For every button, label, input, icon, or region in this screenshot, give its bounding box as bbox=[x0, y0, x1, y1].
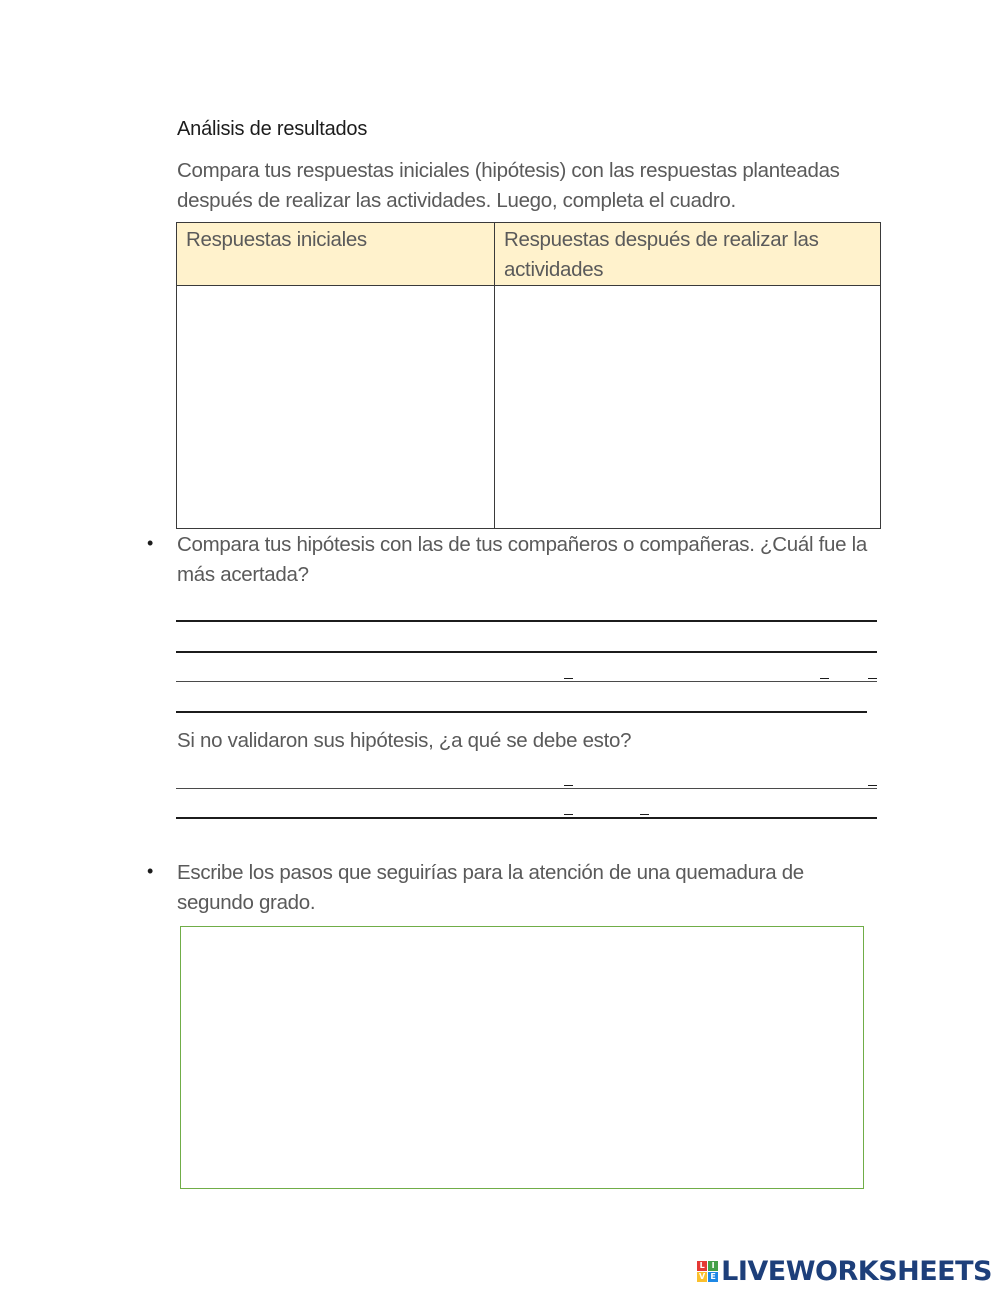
section-title: Análisis de resultados bbox=[177, 118, 368, 140]
answer-line-1[interactable] bbox=[176, 620, 877, 622]
answer-line-3[interactable] bbox=[176, 681, 877, 682]
underscore-mark bbox=[868, 785, 877, 786]
underscore-mark bbox=[564, 678, 573, 679]
logo-text: LIVEWORKSHEETS bbox=[721, 1255, 992, 1287]
table-cell-initial-answer[interactable] bbox=[177, 286, 495, 529]
question3-text: Escribe los pasos que seguirías para la atención de una quemadura de segundo grado. bbox=[177, 861, 804, 914]
answer-line-5[interactable] bbox=[176, 788, 877, 789]
bullet-question3: • bbox=[147, 861, 154, 881]
underscore-mark bbox=[868, 678, 877, 679]
table-header-after: Respuestas después de realizar las actividades bbox=[495, 223, 881, 286]
comparison-table bbox=[176, 222, 881, 529]
question1-text: Compara tus hipótesis con las de tus compañeros o compañeras. ¿Cuál fue la más acertada? bbox=[177, 533, 867, 586]
answer-line-4[interactable] bbox=[176, 711, 867, 713]
table-cell-after-answer[interactable] bbox=[495, 286, 881, 529]
underscore-mark bbox=[564, 814, 573, 815]
liveworksheets-logo bbox=[697, 1253, 992, 1289]
logo-blocks-icon: L I V E bbox=[697, 1261, 718, 1282]
underscore-mark bbox=[820, 678, 829, 679]
table-header-initial: Respuestas iniciales bbox=[177, 223, 495, 286]
answer-line-2[interactable] bbox=[176, 651, 877, 653]
burn-steps-answer-box[interactable] bbox=[180, 926, 864, 1189]
underscore-mark bbox=[640, 814, 649, 815]
bullet-question1: • bbox=[147, 533, 154, 553]
section-instructions: Compara tus respuestas iniciales (hipótesis) con las respuestas planteadas después de realizar las actividades. Luego, completa el cuadro. bbox=[177, 159, 840, 212]
question2-text: Si no validaron sus hipótesis, ¿a qué se debe esto? bbox=[177, 729, 632, 752]
underscore-mark bbox=[564, 785, 573, 786]
answer-line-6[interactable] bbox=[176, 817, 877, 819]
